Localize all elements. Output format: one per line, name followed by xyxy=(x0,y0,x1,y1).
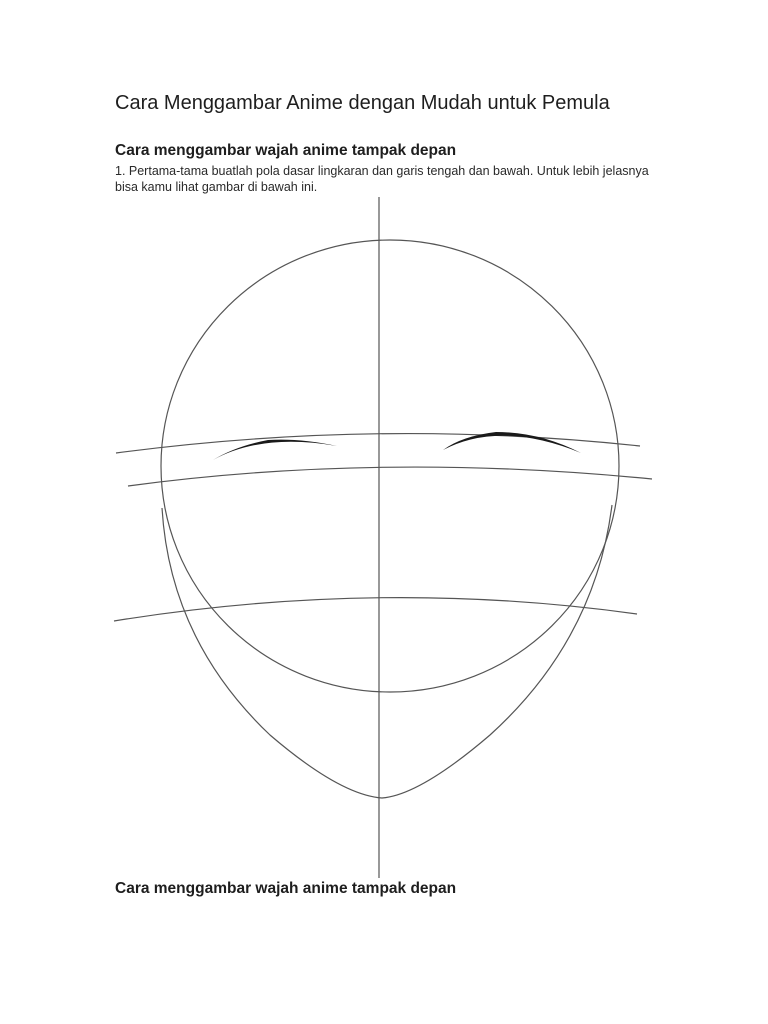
page-title: Cara Menggambar Anime dengan Mudah untuk Pemula xyxy=(115,92,610,114)
jaw-chin-outline xyxy=(162,505,612,798)
section-heading-front-face-repeat: Cara menggambar wajah anime tampak depan xyxy=(115,880,457,897)
lower-face-guide-line xyxy=(114,598,637,621)
eye-guide-line-lower xyxy=(128,467,652,486)
step-1-paragraph: 1. Pertama-tama buatlah pola dasar lingkaran dan garis tengah dan bawah. Untuk lebih jelasnya bisa kamu lihat gambar di bawah ini. xyxy=(115,164,649,194)
right-eyebrow xyxy=(443,432,581,453)
section-heading-front-face: Cara menggambar wajah anime tampak depan xyxy=(115,142,457,159)
head-base-circle xyxy=(161,240,619,692)
left-eyebrow xyxy=(213,440,337,460)
eye-guide-line-upper xyxy=(116,434,640,453)
